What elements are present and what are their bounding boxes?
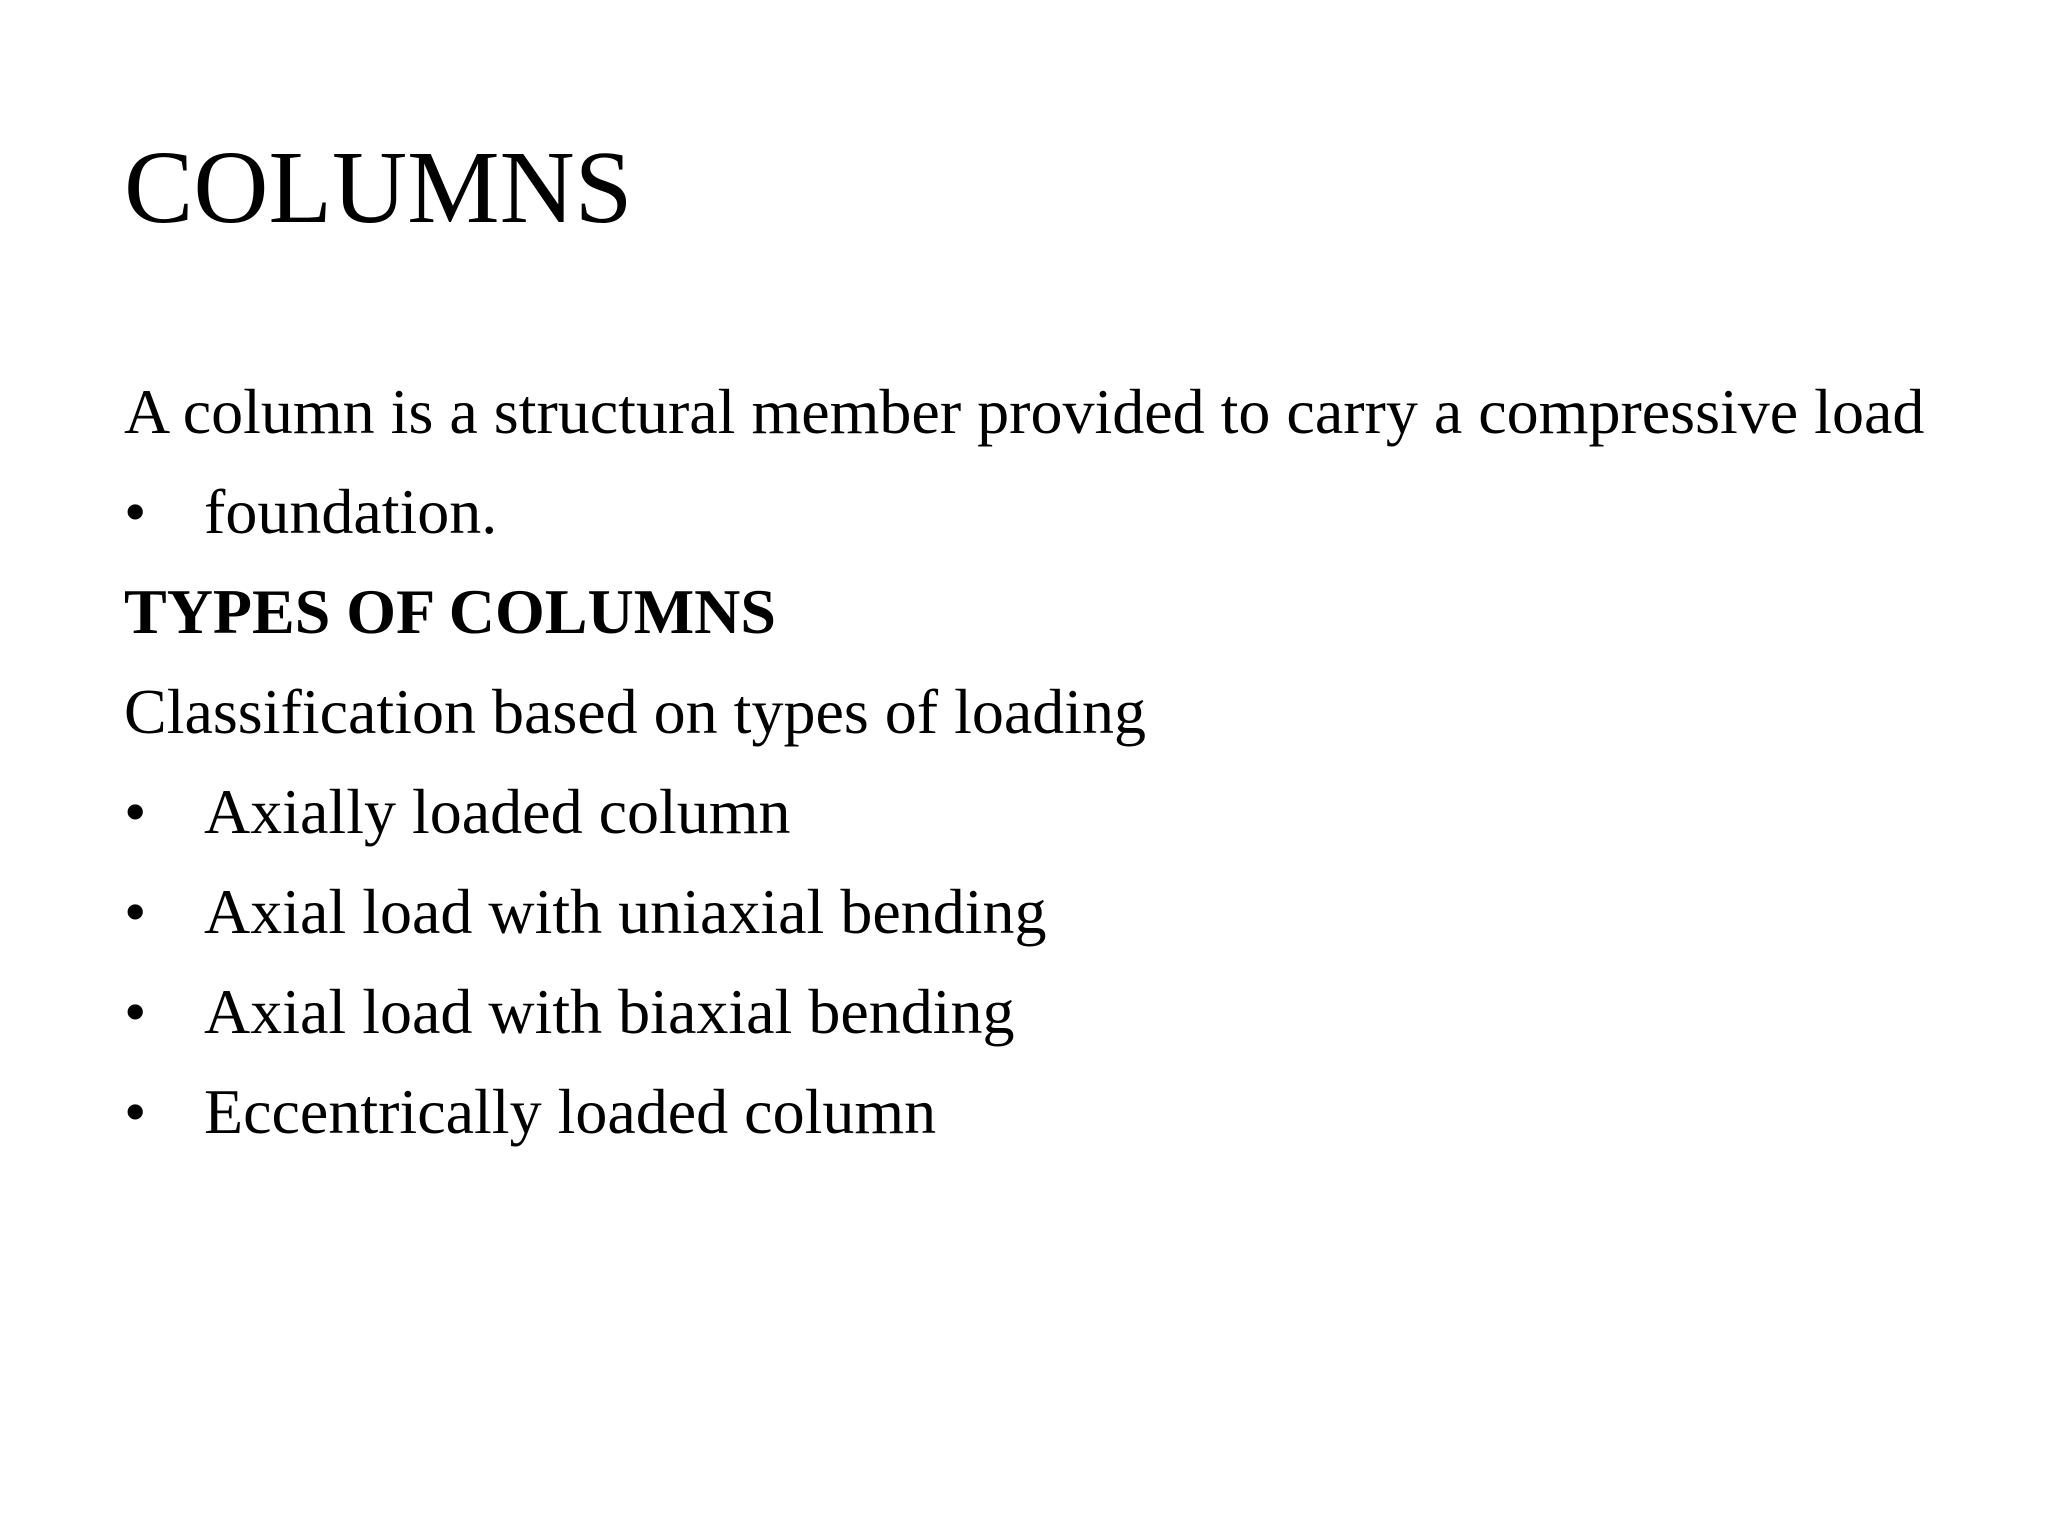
column-type-label: Axial load with biaxial bending (204, 976, 1015, 1047)
column-type-item (124, 772, 1984, 852)
column-type-item (124, 972, 1984, 1052)
column-type-label: Axial load with uniaxial bending (204, 876, 1047, 947)
definition-paragraph: A column is a structural member provided to carry a compressive load (124, 376, 1925, 447)
column-type-item (124, 872, 1984, 952)
column-type-item (124, 1072, 1984, 1152)
bullet-icon: • (124, 476, 147, 547)
bullet-icon: • (124, 976, 147, 1047)
classification-text: Classification based on types of loading (124, 676, 1147, 747)
slide-body (124, 372, 1984, 1172)
column-type-label: Eccentrically loaded column (204, 1076, 937, 1147)
bullet-icon: • (124, 776, 147, 847)
slide-title: COLUMNS (124, 130, 633, 245)
column-type-label: Axially loaded column (204, 776, 791, 847)
bullet-icon: • (124, 876, 147, 947)
bullet-text: foundation. (204, 476, 498, 547)
bullet-icon: • (124, 1076, 147, 1147)
section-heading: TYPES OF COLUMNS (124, 576, 776, 647)
bullet-item (124, 472, 1984, 552)
